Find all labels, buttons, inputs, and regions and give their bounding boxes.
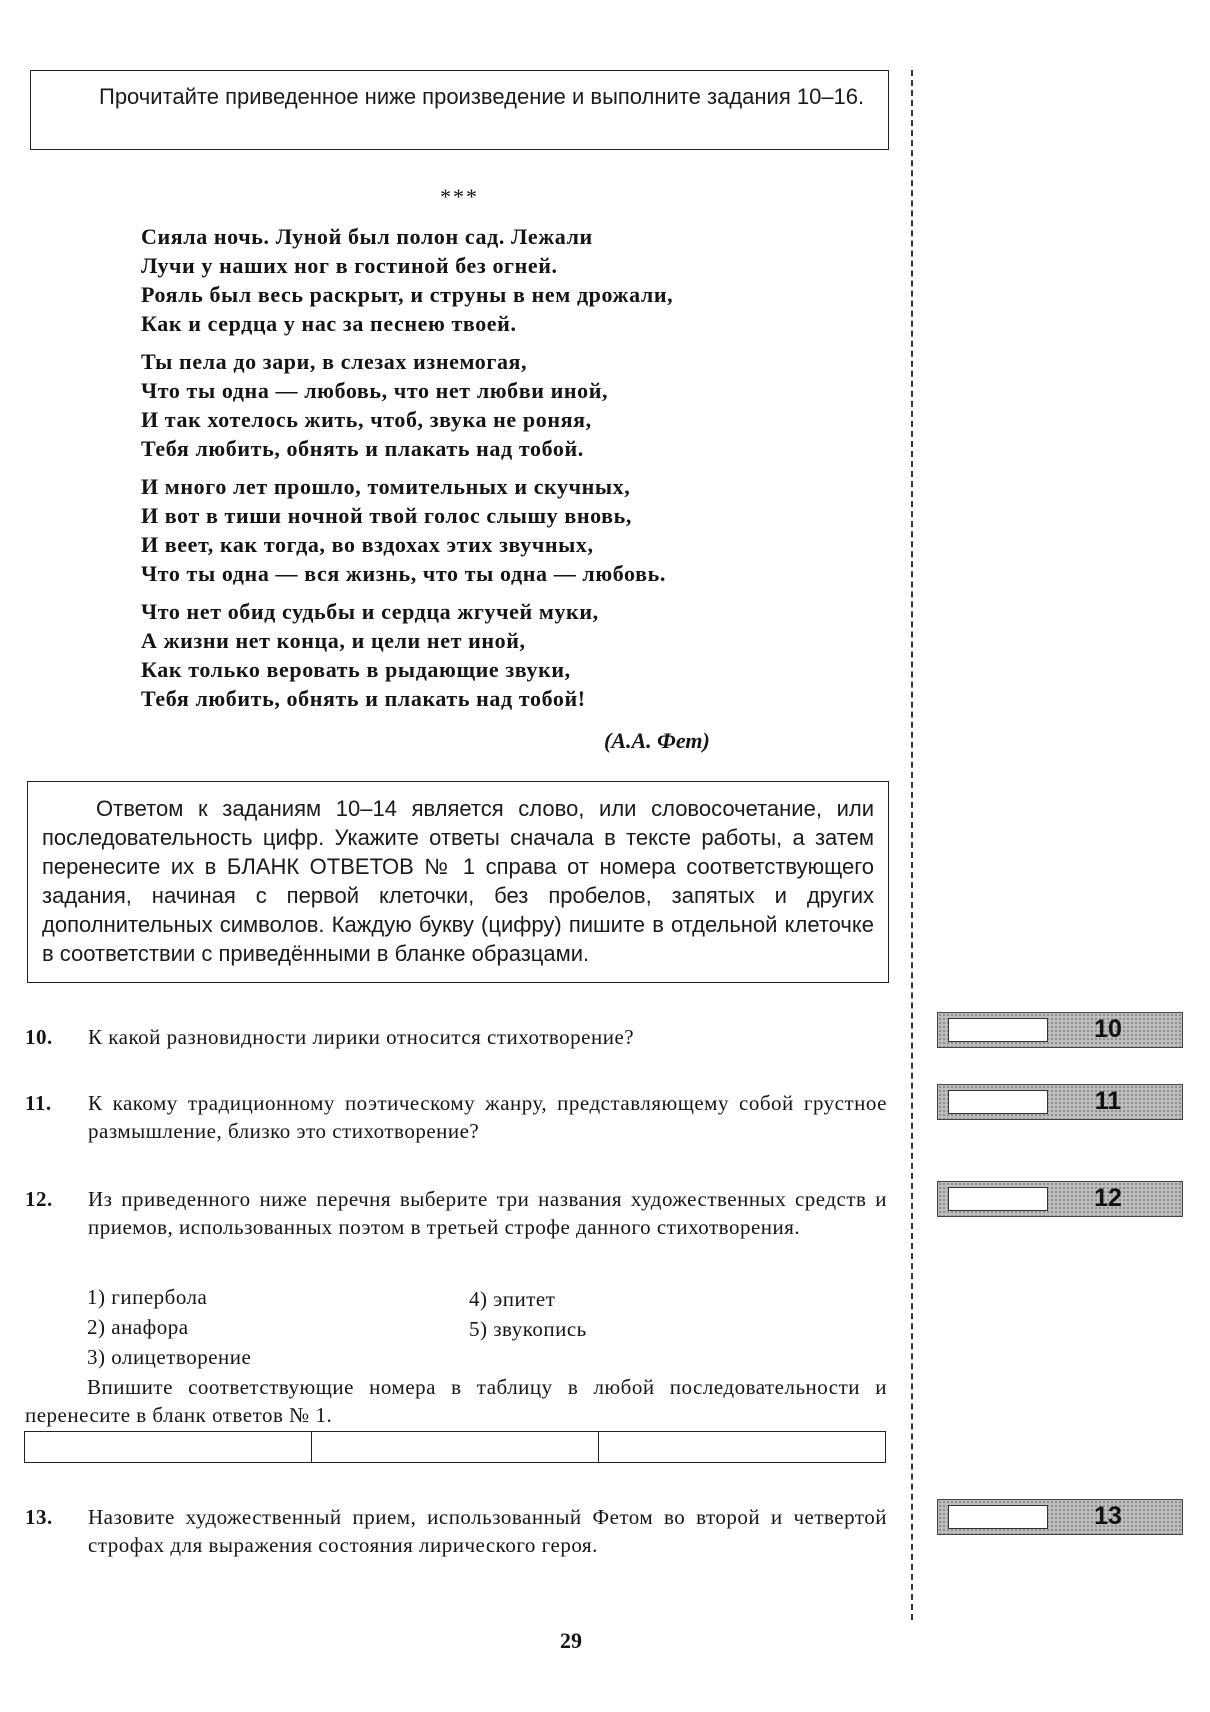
answer-field[interactable] [948, 1018, 1048, 1042]
page-number: 29 [560, 1628, 582, 1653]
option-item: 5) звукопись [469, 1317, 587, 1341]
option-item: 1) гипербола [87, 1285, 208, 1309]
answer-cell[interactable] [25, 1432, 312, 1462]
poem-line: И веет, как тогда, во вздохах этих звучных, [141, 532, 594, 557]
option-item: 3) олицетворение [87, 1345, 252, 1369]
poem-line: Рояль был весь раскрыт, и струны в нем дрожали, [141, 282, 674, 307]
answer-box-12 [937, 1181, 1183, 1217]
poem-mark: *** [440, 184, 479, 209]
answer-box-label: 10 [1094, 1015, 1122, 1043]
task-12-instruction [25, 1373, 887, 1429]
option-item: 2) анафора [87, 1315, 189, 1339]
poem-line: И много лет прошло, томительных и скучных, [141, 474, 631, 499]
poem-line: Сияла ночь. Луной был полон сад. Лежали [141, 224, 593, 249]
instruction-text: Прочитайте приведенное ниже произведение и выполните задания 10–16. [99, 84, 865, 109]
answer-field[interactable] [948, 1187, 1048, 1211]
task-11 [25, 1089, 887, 1145]
poem-line: Как и сердца у нас за песнею твоей. [141, 311, 517, 336]
task-number: 11. [25, 1091, 52, 1115]
poem-line: Лучи у наших ног в гостиной без огней. [141, 253, 558, 278]
cut-line [911, 70, 913, 1620]
task-number: 12. [25, 1187, 53, 1211]
answer-box-label: 13 [1094, 1502, 1122, 1530]
answer-box-label: 11 [1094, 1087, 1122, 1115]
stanza-4 [141, 597, 673, 713]
poem-author: (А.А. Фет) [604, 728, 710, 753]
instruction-box [30, 70, 889, 150]
poem [141, 222, 673, 722]
answer-box-10 [937, 1012, 1183, 1048]
answer-table [24, 1431, 886, 1463]
poem-line: Тебя любить, обнять и плакать над тобой. [141, 436, 584, 461]
poem-line: Как только веровать в рыдающие звуки, [141, 657, 571, 682]
answer-cell[interactable] [312, 1432, 599, 1462]
poem-line: Что нет обид судьбы и сердца жгучей муки, [141, 599, 599, 624]
answer-box-label: 12 [1094, 1184, 1122, 1212]
stanza-2 [141, 347, 673, 463]
answer-cell[interactable] [599, 1432, 885, 1462]
answer-box-11 [937, 1084, 1183, 1120]
task-10 [25, 1023, 887, 1051]
task-question: К какому традиционному поэтическому жанру, представляющему собой грустное размышление, близко это стихотворение? [88, 1091, 887, 1143]
task-12-instruction-text: Впишите соответствующие номера в таблицу в любой последовательности и перенесите в бланк ответов № 1. [25, 1375, 887, 1427]
task-12 [25, 1185, 887, 1241]
task-question: Из приведенного ниже перечня выберите три названия художественных средств и приемов, использованных поэтом в третьей строфе данного стихотворения. [88, 1187, 887, 1239]
answer-rules-text: Ответом к заданиям 10–14 является слово, или словосочетание, или последовательность цифр. Укажите ответы сначала в тексте работы, а затем перенесите их в БЛАНК ОТВЕТОВ № 1 справа от номера соответствующего задания, начиная с первой клеточки, без пробелов, запятых и других дополнительных символов. Каждую букву (цифру) пишите в отдельной клеточке в соответствии с приведёнными в бланке образцами. [42, 796, 874, 966]
option-item: 4) эпитет [469, 1287, 556, 1311]
poem-line: И вот в тиши ночной твой голос слышу вновь, [141, 503, 632, 528]
poem-line: Что ты одна — любовь, что нет любви иной, [141, 378, 609, 403]
poem-line: Ты пела до зари, в слезах изнемогая, [141, 349, 528, 374]
answer-rules-box [27, 781, 889, 983]
task-13 [25, 1503, 887, 1559]
poem-line: А жизни нет конца, и цели нет иной, [141, 628, 526, 653]
answer-box-13 [937, 1499, 1183, 1535]
answer-field[interactable] [948, 1505, 1048, 1529]
stanza-3 [141, 472, 673, 588]
task-number: 10. [25, 1025, 53, 1049]
poem-line: Что ты одна — вся жизнь, что ты одна — любовь. [141, 561, 666, 586]
task-number: 13. [25, 1505, 53, 1529]
task-question: Назовите художественный прием, использованный Фетом во второй и четвертой строфах для выражения состояния лирического героя. [88, 1505, 887, 1557]
poem-line: Тебя любить, обнять и плакать над тобой! [141, 686, 586, 711]
task-question: К какой разновидности лирики относится стихотворение? [88, 1025, 635, 1049]
answer-field[interactable] [948, 1090, 1048, 1114]
stanza-1 [141, 222, 673, 338]
poem-line: И так хотелось жить, чтоб, звука не роняя, [141, 407, 592, 432]
